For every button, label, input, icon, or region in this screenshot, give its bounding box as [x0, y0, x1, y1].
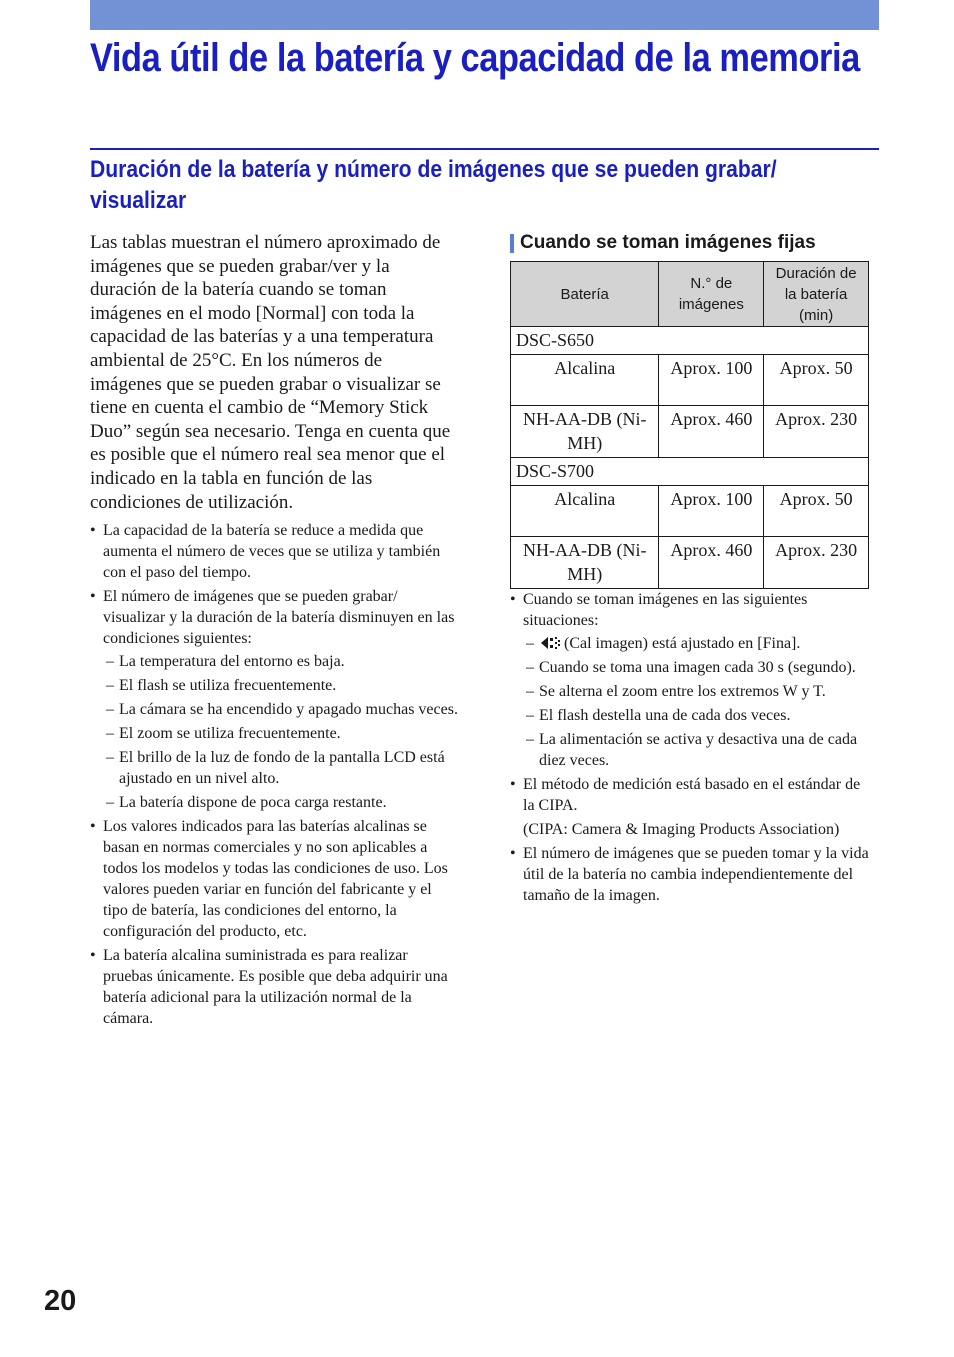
- right-column: [510, 228, 872, 909]
- minutes-cell: Aprox. 50: [764, 355, 869, 406]
- table-row: [511, 355, 869, 406]
- minutes-cell: Aprox. 230: [764, 406, 869, 458]
- model-name: DSC-S700: [511, 458, 869, 486]
- list-item: [90, 586, 458, 813]
- list-item: [510, 589, 872, 771]
- table-header-row: [511, 262, 869, 327]
- table-row: [511, 406, 869, 458]
- list-item: [526, 633, 872, 654]
- list-item: – La alimentación se activa y desactiva una de cada diez veces.: [526, 729, 872, 771]
- page-title: Vida útil de la batería y capacidad de la memoria: [90, 36, 860, 80]
- column-header: Batería: [511, 262, 659, 327]
- subheading-text: Cuando se toman imágenes fijas: [520, 232, 816, 253]
- list-item: [90, 945, 458, 1029]
- list-item: – La cámara se ha encendido y apagado muchas veces.: [106, 699, 458, 720]
- table-row: [511, 537, 869, 589]
- note-text: El método de medición está basado en el estándar de la CIPA.: [523, 776, 861, 814]
- battery-cell: NH-AA-DB (Ni-MH): [511, 537, 659, 589]
- list-item: – La temperatura del entorno es baja.: [106, 651, 458, 672]
- situation-text: (Cal imagen) está ajustado en [Fina].: [564, 635, 801, 652]
- fine-quality-icon: [539, 635, 561, 651]
- minutes-cell: Aprox. 230: [764, 537, 869, 589]
- column-header: N.° de imágenes: [659, 262, 764, 327]
- images-cell: Aprox. 460: [659, 406, 764, 458]
- images-cell: Aprox. 100: [659, 486, 764, 537]
- section-title: Duración de la batería y número de imágenes que se pueden grabar/ visualizar: [90, 156, 777, 214]
- list-item: [90, 520, 458, 583]
- list-item: – Se alterna el zoom entre los extremos W y T.: [526, 681, 872, 702]
- bullet-text: El número de imágenes que se pueden grabar/ visualizar y la duración de la batería disminuyen en las condiciones siguientes:: [103, 588, 455, 648]
- list-item: [510, 774, 872, 840]
- model-row: [511, 327, 869, 355]
- notes-list: [510, 589, 872, 906]
- list-item: – El zoom se utiliza frecuentemente.: [106, 723, 458, 744]
- model-name: DSC-S650: [511, 327, 869, 355]
- bullet-text: Los valores indicados para las baterías alcalinas se basan en normas comerciales y no son aplicables a todos los modelos y todas las condiciones de uso. Los valores pueden variar en función del fabricante y el tipo de batería, las condiciones del entorno, la configuración del producto, etc.: [103, 818, 448, 941]
- subheading: [510, 228, 872, 258]
- header-bar: [90, 0, 879, 30]
- subheading-marker: [510, 234, 514, 253]
- list-item: – La batería dispone de poca carga restante.: [106, 792, 458, 813]
- list-item: – El flash destella una de cada dos veces.: [526, 705, 872, 726]
- battery-cell: Alcalina: [511, 486, 659, 537]
- conditions-list: [106, 651, 458, 813]
- minutes-cell: Aprox. 50: [764, 486, 869, 537]
- bullet-text: La batería alcalina suministrada es para realizar pruebas únicamente. Es posible que deba adquirir una batería adicional para la utilización normal de la cámara.: [103, 947, 448, 1028]
- section-rule: [90, 148, 879, 150]
- page-number: 20: [44, 1285, 77, 1317]
- table-row: [511, 486, 869, 537]
- images-cell: Aprox. 100: [659, 355, 764, 406]
- note-extra: (CIPA: Camera & Imaging Products Association): [523, 821, 840, 838]
- left-bullet-list: [90, 520, 458, 1029]
- battery-table: [510, 261, 869, 589]
- list-item: [90, 816, 458, 942]
- list-item: – El flash se utiliza frecuentemente.: [106, 675, 458, 696]
- intro-paragraph: Las tablas muestran el número aproximado de imágenes que se pueden grabar/ver y la duración de la batería cuando se toman imágenes en el modo [Normal] con toda la capacidad de las baterías y a una temperatura ambiental de 25°C. En los números de imágenes que se pueden grabar o visualizar se tiene en cuenta el cambio de “Memory Stick Duo” según sea necesario. Tenga en cuenta que es posible que el número real sea menor que el indicado en la tabla en función de las condiciones de utilización.: [90, 232, 451, 513]
- battery-cell: NH-AA-DB (Ni-MH): [511, 406, 659, 458]
- model-row: [511, 458, 869, 486]
- bullet-text: La capacidad de la batería se reduce a medida que aumenta el número de veces que se utiliza y también con el paso del tiempo.: [103, 522, 441, 582]
- list-item: – Cuando se toma una imagen cada 30 s (segundo).: [526, 657, 872, 678]
- list-item: – El brillo de la luz de fondo de la pantalla LCD está ajustado en un nivel alto.: [106, 747, 458, 789]
- column-header: Duración de la batería (min): [764, 262, 869, 327]
- battery-cell: Alcalina: [511, 355, 659, 406]
- left-column: [90, 231, 458, 1032]
- situations-list: [526, 633, 872, 771]
- note-text: Cuando se toman imágenes en las siguientes situaciones:: [523, 591, 808, 629]
- note-text: El número de imágenes que se pueden tomar y la vida útil de la batería no cambia independientemente del tamaño de la imagen.: [523, 845, 869, 904]
- images-cell: Aprox. 460: [659, 537, 764, 589]
- list-item: [510, 843, 872, 906]
